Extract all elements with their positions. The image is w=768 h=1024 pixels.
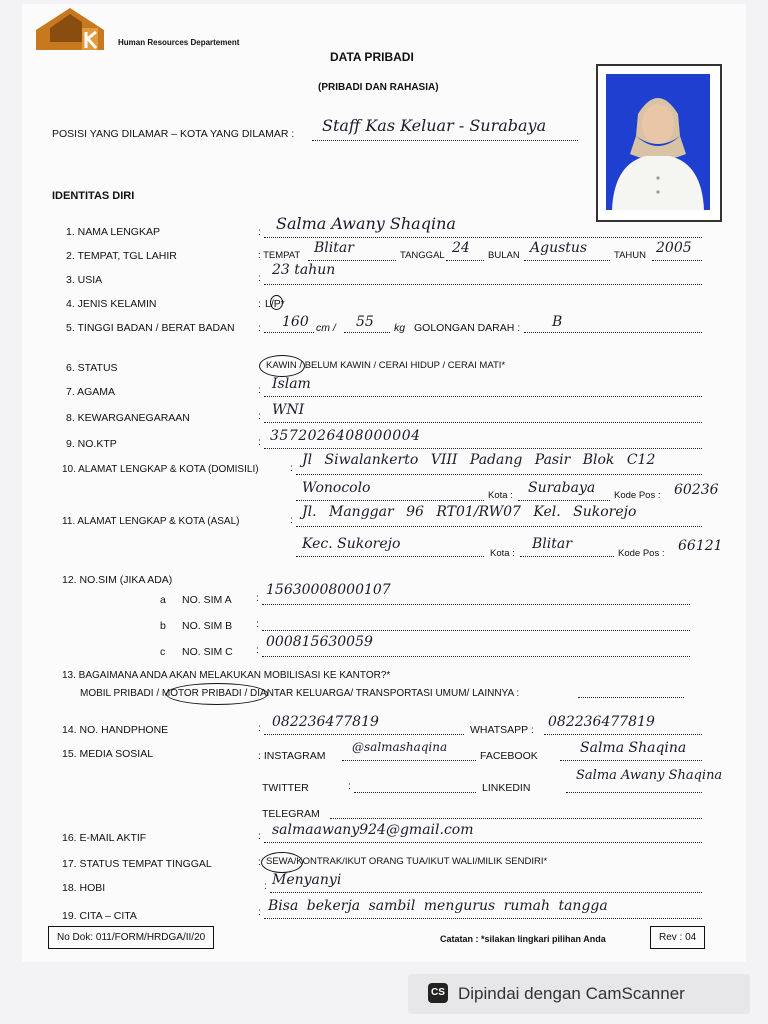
ktp-label: 9. NO.KTP	[66, 438, 117, 450]
asal-kodepos-value: 66121	[678, 538, 723, 554]
sim-c-value: 000815630059	[266, 634, 373, 650]
wa-value: 082236477819	[548, 714, 655, 730]
kelamin-options: L/P*	[265, 298, 285, 310]
agama-value: Islam	[272, 376, 311, 392]
email-label: 16. E-MAIL AKTIF	[62, 832, 147, 844]
form-title: DATA PRIBADI	[330, 50, 414, 64]
golongan-darah-value: B	[552, 314, 563, 330]
tinggal-circle	[261, 852, 303, 873]
form-subtitle: (PRIBADI DAN RAHASIA)	[318, 82, 439, 93]
nama-label: 1. NAMA LENGKAP	[66, 226, 160, 238]
hp-value: 082236477819	[272, 714, 379, 730]
usia-value: 23 tahun	[272, 262, 336, 278]
hobi-label: 18. HOBI	[62, 882, 106, 894]
bulan-lahir-value: Agustus	[530, 240, 588, 256]
agama-label: 7. AGAMA	[66, 386, 116, 398]
instagram-value: @salmashaqina	[352, 740, 448, 754]
cita-value: Bisa bekerja sambil mengurus rumah tangga	[268, 898, 608, 914]
tinggi-value: 160	[282, 314, 309, 330]
tinggal-options: SEWA/KONTRAK/IKUT ORANG TUA/IKUT WALI/MILIK SENDIRI*	[266, 856, 548, 867]
asal-kota-value: Blitar	[532, 536, 572, 552]
position-value: Staff Kas Keluar - Surabaya	[322, 116, 547, 135]
hobi-value: Menyanyi	[272, 872, 342, 888]
status-label: 6. STATUS	[66, 362, 118, 374]
department-name: Human Resources Departement	[118, 38, 240, 47]
tinggi-label: 5. TINGGI BADAN / BERAT BADAN	[66, 322, 235, 334]
person-photo-icon	[606, 74, 710, 210]
warga-label: 8. KEWARGANEGARAAN	[66, 412, 190, 424]
ttl-label: 2. TEMPAT, TGL LAHIR	[66, 250, 177, 262]
tanggal-lahir-value: 24	[452, 240, 470, 256]
domisili-kota-value: Surabaya	[528, 480, 596, 496]
warga-value: WNI	[272, 402, 305, 418]
cita-label: 19. CITA – CITA	[62, 910, 137, 922]
hp-label: 14. NO. HANDPHONE	[62, 724, 169, 736]
alamat-asal-label: 11. ALAMAT LENGKAP & KOTA (ASAL)	[62, 516, 240, 527]
usia-label: 3. USIA	[66, 274, 103, 286]
watermark-text: Dipindai dengan CamScanner	[458, 984, 685, 1003]
company-logo-icon	[36, 8, 106, 52]
tahun-lahir-value: 2005	[656, 240, 692, 256]
alamat-asal-line2: Kec. Sukorejo	[302, 536, 401, 552]
email-value: salmaawany924@gmail.com	[272, 822, 474, 838]
tempat-lahir-value: Blitar	[314, 240, 354, 256]
camscanner-icon: CS	[428, 983, 448, 1003]
ktp-value: 3572026408000004	[270, 428, 421, 444]
footer-note: Catatan : *silakan lingkari pilihan Anda	[440, 934, 606, 944]
camscanner-watermark	[408, 974, 750, 1014]
alamat-domisili-label: 10. ALAMAT LENGKAP & KOTA (DOMISILI)	[62, 464, 259, 475]
kelamin-label: 4. JENIS KELAMIN	[66, 298, 157, 310]
alamat-asal-line1: Jl. Manggar 96 RT01/RW07 Kel. Sukorejo	[302, 504, 637, 520]
berat-value: 55	[356, 314, 374, 330]
applicant-photo	[596, 64, 722, 222]
position-label: POSISI YANG DILAMAR – KOTA YANG DILAMAR :	[52, 128, 295, 140]
status-options: KAWIN / BELUM KAWIN / CERAI HIDUP / CERAI MATI*	[266, 360, 506, 371]
tinggal-label: 17. STATUS TEMPAT TINGGAL	[62, 858, 212, 870]
revision-badge: Rev : 04	[650, 926, 705, 949]
section-title: IDENTITAS DIRI	[52, 190, 135, 202]
sim-a-value: 15630008000107	[266, 582, 391, 598]
status-circle	[259, 355, 305, 377]
facebook-value: Salma Shaqina	[580, 740, 687, 756]
mobilisasi-label: 13. BAGAIMANA ANDA AKAN MELAKUKAN MOBILISASI KE KANTOR?*	[62, 670, 391, 681]
mobilisasi-circle	[166, 683, 268, 705]
domisili-kodepos-value: 60236	[674, 482, 719, 498]
alamat-domisili-line1: Jl Siwalankerto VIII Padang Pasir Blok C12	[302, 452, 656, 468]
kelamin-circle	[270, 295, 283, 310]
doc-number: No Dok: 011/FORM/HRDGA/II/20	[48, 926, 214, 949]
mobilisasi-options: MOBIL PRIBADI / MOTOR PRIBADI / DIANTAR KELUARGA/ TRANSPORTASI UMUM/ LAINNYA :	[80, 688, 520, 699]
sim-label: 12. NO.SIM (JIKA ADA)	[62, 574, 173, 586]
nama-value: Salma Awany Shaqina	[276, 214, 456, 233]
medsos-label: 15. MEDIA SOSIAL	[62, 748, 154, 760]
linkedin-value: Salma Awany Shaqina	[576, 768, 723, 783]
alamat-domisili-line2: Wonocolo	[302, 480, 371, 496]
